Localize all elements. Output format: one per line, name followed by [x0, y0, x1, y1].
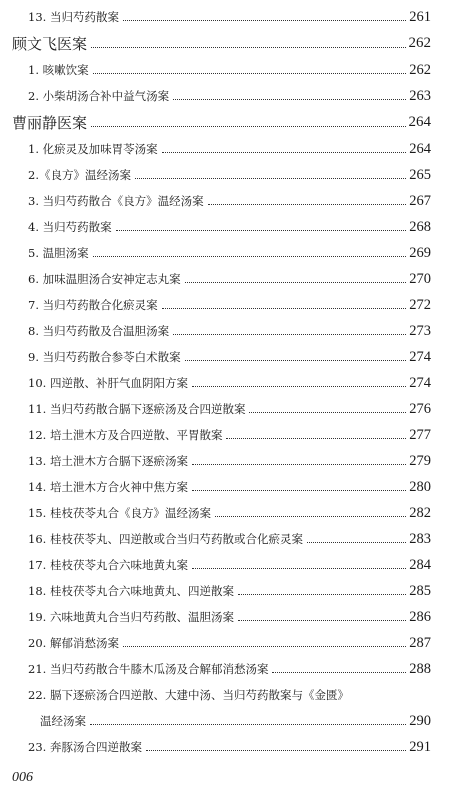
dot-leader: [123, 645, 406, 647]
dot-leader: [185, 359, 407, 361]
toc-entry: [0, 4, 449, 30]
toc-title: 6. 加味温胆汤合安神定志丸案: [28, 272, 181, 286]
toc-entry: [0, 396, 449, 422]
toc-page-number: 267: [409, 192, 431, 209]
toc-title: 16. 桂枝茯苓丸、四逆散或合当归芍药散或合化瘀灵案: [28, 532, 303, 546]
toc-page-number: 262: [409, 61, 431, 78]
toc-title: 1. 咳嗽饮案: [28, 63, 89, 77]
toc-page-number: 280: [409, 478, 431, 495]
toc-page-number: 285: [409, 582, 431, 599]
toc-entry: [0, 604, 449, 630]
toc-page-number: 286: [409, 608, 431, 625]
dot-leader: [91, 125, 405, 127]
dot-leader: [192, 385, 406, 387]
toc-entry: [0, 552, 449, 578]
toc-entry: [0, 500, 449, 526]
toc-entry: [0, 318, 449, 344]
toc-entry: [0, 526, 449, 552]
toc-entry: [0, 188, 449, 214]
toc-entry: [0, 422, 449, 448]
toc-page-number: 265: [409, 166, 431, 183]
toc-entry: [0, 136, 449, 162]
toc-entry: [0, 344, 449, 370]
toc-entry: [0, 214, 449, 240]
toc-entry: [0, 370, 449, 396]
toc-title: 10. 四逆散、补肝气血阴阳方案: [28, 376, 188, 390]
toc-title: 17. 桂枝茯苓丸合六味地黄丸案: [28, 558, 188, 572]
dot-leader: [192, 463, 406, 465]
toc-title: 18. 桂枝茯苓丸合六味地黄丸、四逆散案: [28, 584, 234, 598]
toc-title: 19. 六味地黄丸合当归芍药散、温胆汤案: [28, 610, 234, 624]
dot-leader: [238, 619, 406, 621]
toc-title: 顾文飞医案: [12, 35, 88, 53]
toc-title: 14. 培土泄木方合火神中焦方案: [28, 480, 188, 494]
dot-leader: [215, 515, 406, 517]
dot-leader: [173, 333, 406, 335]
toc-page-number: 283: [409, 530, 431, 547]
dot-leader: [146, 749, 406, 751]
dot-leader: [91, 46, 405, 48]
toc-page-number: 284: [409, 556, 431, 573]
toc-page-number: 270: [409, 270, 431, 287]
toc-entry: [0, 630, 449, 656]
toc-page-number: 274: [409, 348, 431, 365]
toc-entry: [0, 266, 449, 292]
dot-leader: [93, 72, 407, 74]
toc-title: 1. 化瘀灵及加味胃苓汤案: [28, 142, 158, 156]
toc-page-number: 262: [408, 35, 431, 51]
dot-leader: [135, 177, 406, 179]
toc-title: 13. 培土泄木方合膈下逐瘀汤案: [28, 454, 188, 468]
toc-page-number: 282: [409, 504, 431, 521]
toc-title: 22. 膈下逐瘀汤合四逆散、大建中汤、当归芍药散案与《金匮》: [28, 688, 349, 702]
toc-page-number: 276: [409, 400, 431, 417]
toc-title: 5. 温胆汤案: [28, 246, 89, 260]
toc-page-number: 264: [408, 114, 431, 130]
dot-leader: [123, 19, 406, 21]
toc-page-number: 291: [409, 738, 431, 755]
toc-entry: [0, 682, 449, 708]
dot-leader: [272, 671, 406, 673]
toc-section: [0, 109, 449, 136]
toc-entry: [0, 162, 449, 188]
toc-title: 3. 当归芍药散合《良方》温经汤案: [28, 194, 204, 208]
toc-page-number: 290: [409, 712, 431, 729]
toc-section: [0, 30, 449, 57]
toc-title: 曹丽静医案: [12, 114, 88, 132]
dot-leader: [226, 437, 406, 439]
toc-title: 2. 小柴胡汤合补中益气汤案: [28, 89, 170, 103]
toc-entry: [0, 474, 449, 500]
toc-entry: [0, 57, 449, 83]
table-of-contents: [0, 4, 449, 760]
dot-leader: [173, 98, 406, 100]
dot-leader: [249, 411, 406, 413]
dot-leader: [93, 255, 407, 257]
toc-page-number: 277: [409, 426, 431, 443]
toc-entry: [0, 578, 449, 604]
toc-title: 15. 桂枝茯苓丸合《良方》温经汤案: [28, 506, 211, 520]
dot-leader: [192, 567, 406, 569]
toc-title: 12. 培土泄木方及合四逆散、平胃散案: [28, 428, 223, 442]
toc-entry: [0, 734, 449, 760]
toc-page-number: 264: [409, 140, 431, 157]
toc-page-number: 269: [409, 244, 431, 261]
toc-entry: [0, 292, 449, 318]
toc-page-number: 272: [409, 296, 431, 313]
toc-entry: [0, 708, 449, 734]
toc-page-number: 274: [409, 374, 431, 391]
dot-leader: [162, 307, 407, 309]
toc-title: 2.《良方》温经汤案: [28, 168, 131, 182]
dot-leader: [238, 593, 406, 595]
toc-title: 21. 当归芍药散合牛膝木瓜汤及合解郁消愁汤案: [28, 662, 269, 676]
dot-leader: [162, 151, 407, 153]
dot-leader: [185, 281, 407, 283]
toc-title: 温经汤案: [40, 714, 86, 728]
toc-title: 9. 当归芍药散合参苓白术散案: [28, 350, 181, 364]
toc-title: 4. 当归芍药散案: [28, 220, 112, 234]
toc-title: 11. 当归芍药散合膈下逐瘀汤及合四逆散案: [28, 402, 246, 416]
page-number: 006: [12, 770, 33, 785]
dot-leader: [116, 229, 407, 231]
toc-page-number: 279: [409, 452, 431, 469]
toc-entry: [0, 240, 449, 266]
toc-page-number: 288: [409, 660, 431, 677]
dot-leader: [307, 541, 406, 543]
toc-entry: [0, 656, 449, 682]
toc-entry: [0, 448, 449, 474]
toc-entry: [0, 83, 449, 109]
toc-title: 13. 当归芍药散案: [28, 10, 119, 24]
toc-page-number: 261: [409, 8, 431, 25]
toc-title: 23. 奔豚汤合四逆散案: [28, 740, 142, 754]
toc-title: 8. 当归芍药散及合温胆汤案: [28, 324, 170, 338]
dot-leader: [192, 489, 406, 491]
toc-page-number: 263: [409, 87, 431, 104]
toc-page-number: 287: [409, 634, 431, 651]
toc-title: 7. 当归芍药散合化瘀灵案: [28, 298, 158, 312]
toc-title: 20. 解郁消愁汤案: [28, 636, 119, 650]
dot-leader: [90, 723, 406, 725]
toc-page-number: 268: [409, 218, 431, 235]
toc-page-number: 273: [409, 322, 431, 339]
dot-leader: [208, 203, 407, 205]
